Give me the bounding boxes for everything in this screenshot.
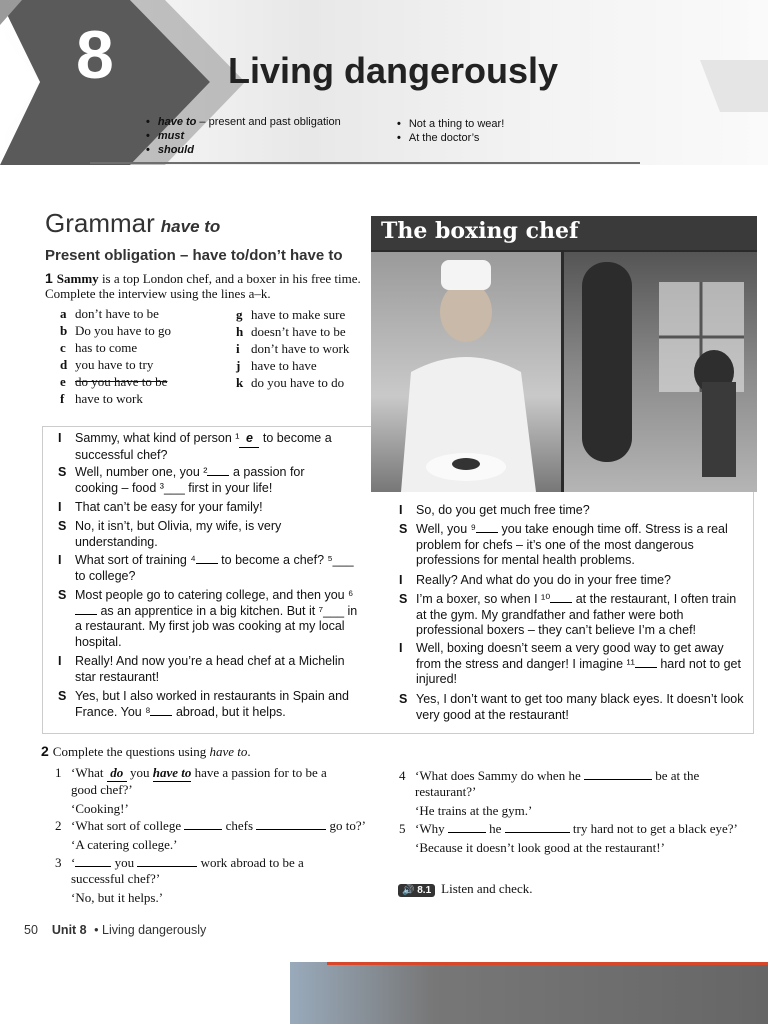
option-e: e do you have to be <box>60 374 168 389</box>
dialog-line-4: S No, it isn’t, but Olivia, my wife, is very understanding. <box>58 519 282 549</box>
option-k: k do you have to do <box>236 375 345 390</box>
dialog-line-5: I What sort of training ⁴ to become a chef? ⁵___ to college? <box>58 553 354 583</box>
dialog-line-12: S I’m a boxer, so when I ¹⁰ at the restaurant, I often train at the gym. My grandfather and father were both professional boxers – they can’t believe I’m a chef! <box>399 592 737 637</box>
dialog-line-14: S Yes, I don’t want to get too many black eyes. It doesn’t look very good at the restaurant! <box>399 692 744 722</box>
option-f: f have to work <box>60 391 143 406</box>
topic-item: • Not a thing to wear! <box>397 117 504 131</box>
bottom-decoration <box>290 962 768 1024</box>
listen-and-check[interactable]: 🔊 8.1 Listen and check. <box>398 881 532 897</box>
option-d: d you have to try <box>60 357 154 372</box>
topic-item: • must <box>146 129 341 143</box>
grammar-subheading: Present obligation – have to/don’t have to <box>45 247 343 264</box>
option-j: j have to have <box>236 358 317 373</box>
dialog-line-1: I Sammy, what kind of person ¹ e to become a successful chef? <box>58 431 332 462</box>
dialog-line-7: I Really! And now you’re a head chef at a Michelin star restaurant! <box>58 654 345 684</box>
topics-other-list <box>397 117 504 145</box>
option-b: b Do you have to go <box>60 323 172 338</box>
exercise-2-instruction: 2 Complete the questions using have to. <box>41 743 251 759</box>
grammar-heading: Grammar have to <box>45 208 221 238</box>
topic-item: • should <box>146 143 341 157</box>
page-footer: 50 Unit 8 • Living dangerously <box>24 923 207 937</box>
bottom-accent-line <box>327 962 768 965</box>
audio-track-icon[interactable]: 🔊 8.1 <box>398 884 435 897</box>
option-c: c has to come <box>60 340 138 355</box>
photo-panel <box>371 216 757 492</box>
dialog-line-11: I Really? And what do you do in your free time? <box>399 573 672 587</box>
question-3: 3 ‘ you work abroad to be a successful chef?’ ‘No, but it helps.’ <box>55 855 304 905</box>
question-1: 1 ‘What do you have to have a passion for to be a good chef?’ ‘Cooking!’ <box>55 765 327 816</box>
dialog-line-2: S Well, number one, you ² a passion for cooking – food ³___ first in your life! <box>58 465 305 495</box>
dialog-line-10: S Well, you ⁹ you take enough time off. Stress is a real problem for chefs – it’s one of the most dangerous professions for mental health problems. <box>399 522 728 567</box>
photo-title: The boxing chef <box>371 216 757 250</box>
topic-item: • have to – present and past obligation <box>146 115 341 129</box>
option-a: a don’t have to be <box>60 306 159 321</box>
option-h: h doesn’t have to be <box>236 324 346 339</box>
exercise-1-instruction: 1 Sammy is a top London chef, and a boxer in his free time. Complete the interview using the lines a–k. <box>45 270 361 301</box>
chef-photo <box>371 252 561 492</box>
boxer-photo <box>564 252 757 492</box>
dialog-line-3: I That can’t be easy for your family! <box>58 500 263 514</box>
dialog-line-13: I Well, boxing doesn’t seem a very good way to get away from the stress and danger! I imagine ¹¹ hard not to get injured! <box>399 641 741 686</box>
unit-title: Living dangerously <box>228 50 559 91</box>
option-i: i don’t have to work <box>236 341 350 356</box>
unit-number: 8 <box>76 17 113 93</box>
dialog-line-9: I So, do you get much free time? <box>399 503 590 517</box>
topic-item: • At the doctor’s <box>397 131 504 145</box>
option-g: g have to make sure <box>236 307 346 322</box>
dialog-line-8: S Yes, but I also worked in restaurants in Spain and France. You ⁸ abroad, but it helps. <box>58 689 350 719</box>
page-number: 50 <box>24 923 38 937</box>
topics-grammar-list <box>146 115 341 157</box>
dialog-line-6: S Most people go to catering college, and then you ⁶ as an apprentice in a big kitchen. But it ⁷___ in a restaurant. My first job was cooking at my local hospital. <box>58 588 358 649</box>
header-divider <box>90 162 640 164</box>
question-2: 2 ‘What sort of college chefs go to?’ ‘A catering college.’ <box>55 818 366 852</box>
question-4: 4 ‘What does Sammy do when he be at the restaurant?’ ‘He trains at the gym.’ <box>399 768 700 818</box>
question-5: 5 ‘Why he try hard not to get a black eye?’ ‘Because it doesn’t look good at the restaurant!’ <box>399 821 738 855</box>
